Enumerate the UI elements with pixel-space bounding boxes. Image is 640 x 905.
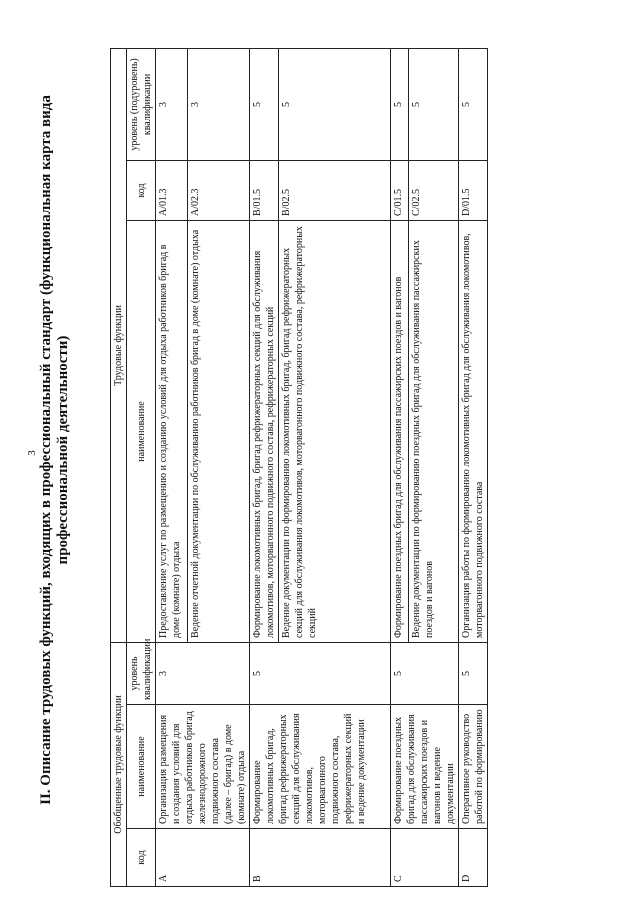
generalized-functions-header: Обобщенные трудовые функции bbox=[111, 642, 127, 886]
gtf-level: 5 bbox=[391, 642, 459, 704]
gtf-code: B bbox=[250, 829, 391, 887]
header-row-groups bbox=[111, 48, 127, 886]
gtf-name: Оперативное руководство работой по формированию bbox=[459, 705, 488, 829]
tf-code: A/01.3 bbox=[156, 160, 188, 220]
tf-code: B/02.5 bbox=[279, 160, 391, 220]
tf-name: Организация работы по формированию локомотивных бригад для обслуживания локомотивов, моторвагонного подвижного состава bbox=[459, 220, 488, 642]
tf-code: C/02.5 bbox=[409, 160, 459, 220]
tf-name: Ведение документации по формированию поездных бригад для обслуживания пассажирских поездов и вагонов bbox=[409, 220, 459, 642]
tf-name: Предоставление услуг по размещению и созданию условий для отдыха работников бригад в доме (комнате) отдыха bbox=[156, 220, 188, 642]
tf-level: 3 bbox=[156, 48, 188, 160]
tf-name: Формирование поездных бригад для обслуживания пассажирских поездов и вагонов bbox=[391, 220, 409, 642]
section-heading-line-2: профессиональной деятельности) bbox=[55, 335, 71, 565]
table-row bbox=[391, 48, 409, 886]
gtf-level: 5 bbox=[459, 642, 488, 704]
col-header-code: код bbox=[127, 829, 156, 887]
tf-name: Ведение отчетной документации по обслуживанию работников бригад в доме (комнате) отдыха bbox=[188, 220, 250, 642]
table-row bbox=[250, 48, 279, 886]
col-header-tf-code: код bbox=[127, 160, 156, 220]
functional-map-table bbox=[110, 48, 488, 887]
tf-level: 5 bbox=[279, 48, 391, 160]
section-heading-line-1: II. Описание трудовых функций, входящих в профессиональный стандарт (функциональная карта вида bbox=[38, 95, 54, 805]
gtf-name: Организация размещения и создания условий для отдыха работников бригад железнодорожного подвижного состава (далее – бригад) в доме (комнате) отдыха bbox=[156, 705, 250, 829]
tf-code: C/01.5 bbox=[391, 160, 409, 220]
col-header-name: наименование bbox=[127, 705, 156, 829]
col-header-level: уровень квалификации bbox=[127, 642, 156, 704]
tf-code: D/01.5 bbox=[459, 160, 488, 220]
labor-functions-header: Трудовые функции bbox=[111, 48, 127, 642]
tf-level: 5 bbox=[391, 48, 409, 160]
tf-name: Ведение документации по формированию локомотивных бригад, бригад рефрижераторных секций для обслуживания локомотивов, моторвагонного подвижного состава, рефрижераторных секций bbox=[279, 220, 391, 642]
section-heading bbox=[38, 35, 72, 865]
tf-level: 5 bbox=[459, 48, 488, 160]
tf-code: B/01.5 bbox=[250, 160, 279, 220]
gtf-name: Формирование локомотивных бригад, бригад рефрижераторных секций для обслуживания локомотивов, моторвагонного подвижного состава, рефрижераторных секций и ведение документации bbox=[250, 705, 391, 829]
gtf-code: D bbox=[459, 829, 488, 887]
gtf-level: 3 bbox=[156, 642, 250, 704]
page-number: 3 bbox=[26, 450, 38, 456]
tf-code: A/02.3 bbox=[188, 160, 250, 220]
tf-level: 3 bbox=[188, 48, 250, 160]
gtf-level: 5 bbox=[250, 642, 391, 704]
gtf-code: A bbox=[156, 829, 250, 887]
col-header-tf-name: наименование bbox=[127, 220, 156, 642]
tf-level: 5 bbox=[250, 48, 279, 160]
tf-level: 5 bbox=[409, 48, 459, 160]
tf-name: Формирование локомотивных бригад, бригад рефрижераторных секций для обслуживания локомотивов, моторвагонного подвижного состава, рефрижераторных секций bbox=[250, 220, 279, 642]
table-row bbox=[459, 48, 488, 886]
gtf-code: C bbox=[391, 829, 459, 887]
header-row-columns bbox=[127, 48, 156, 886]
col-header-tf-level: уровень (подуровень) квалификации bbox=[127, 48, 156, 160]
gtf-name: Формирование поездных бригад для обслуживания пассажирских поездов и вагонов и ведение документации bbox=[391, 705, 459, 829]
table-row bbox=[156, 48, 188, 886]
